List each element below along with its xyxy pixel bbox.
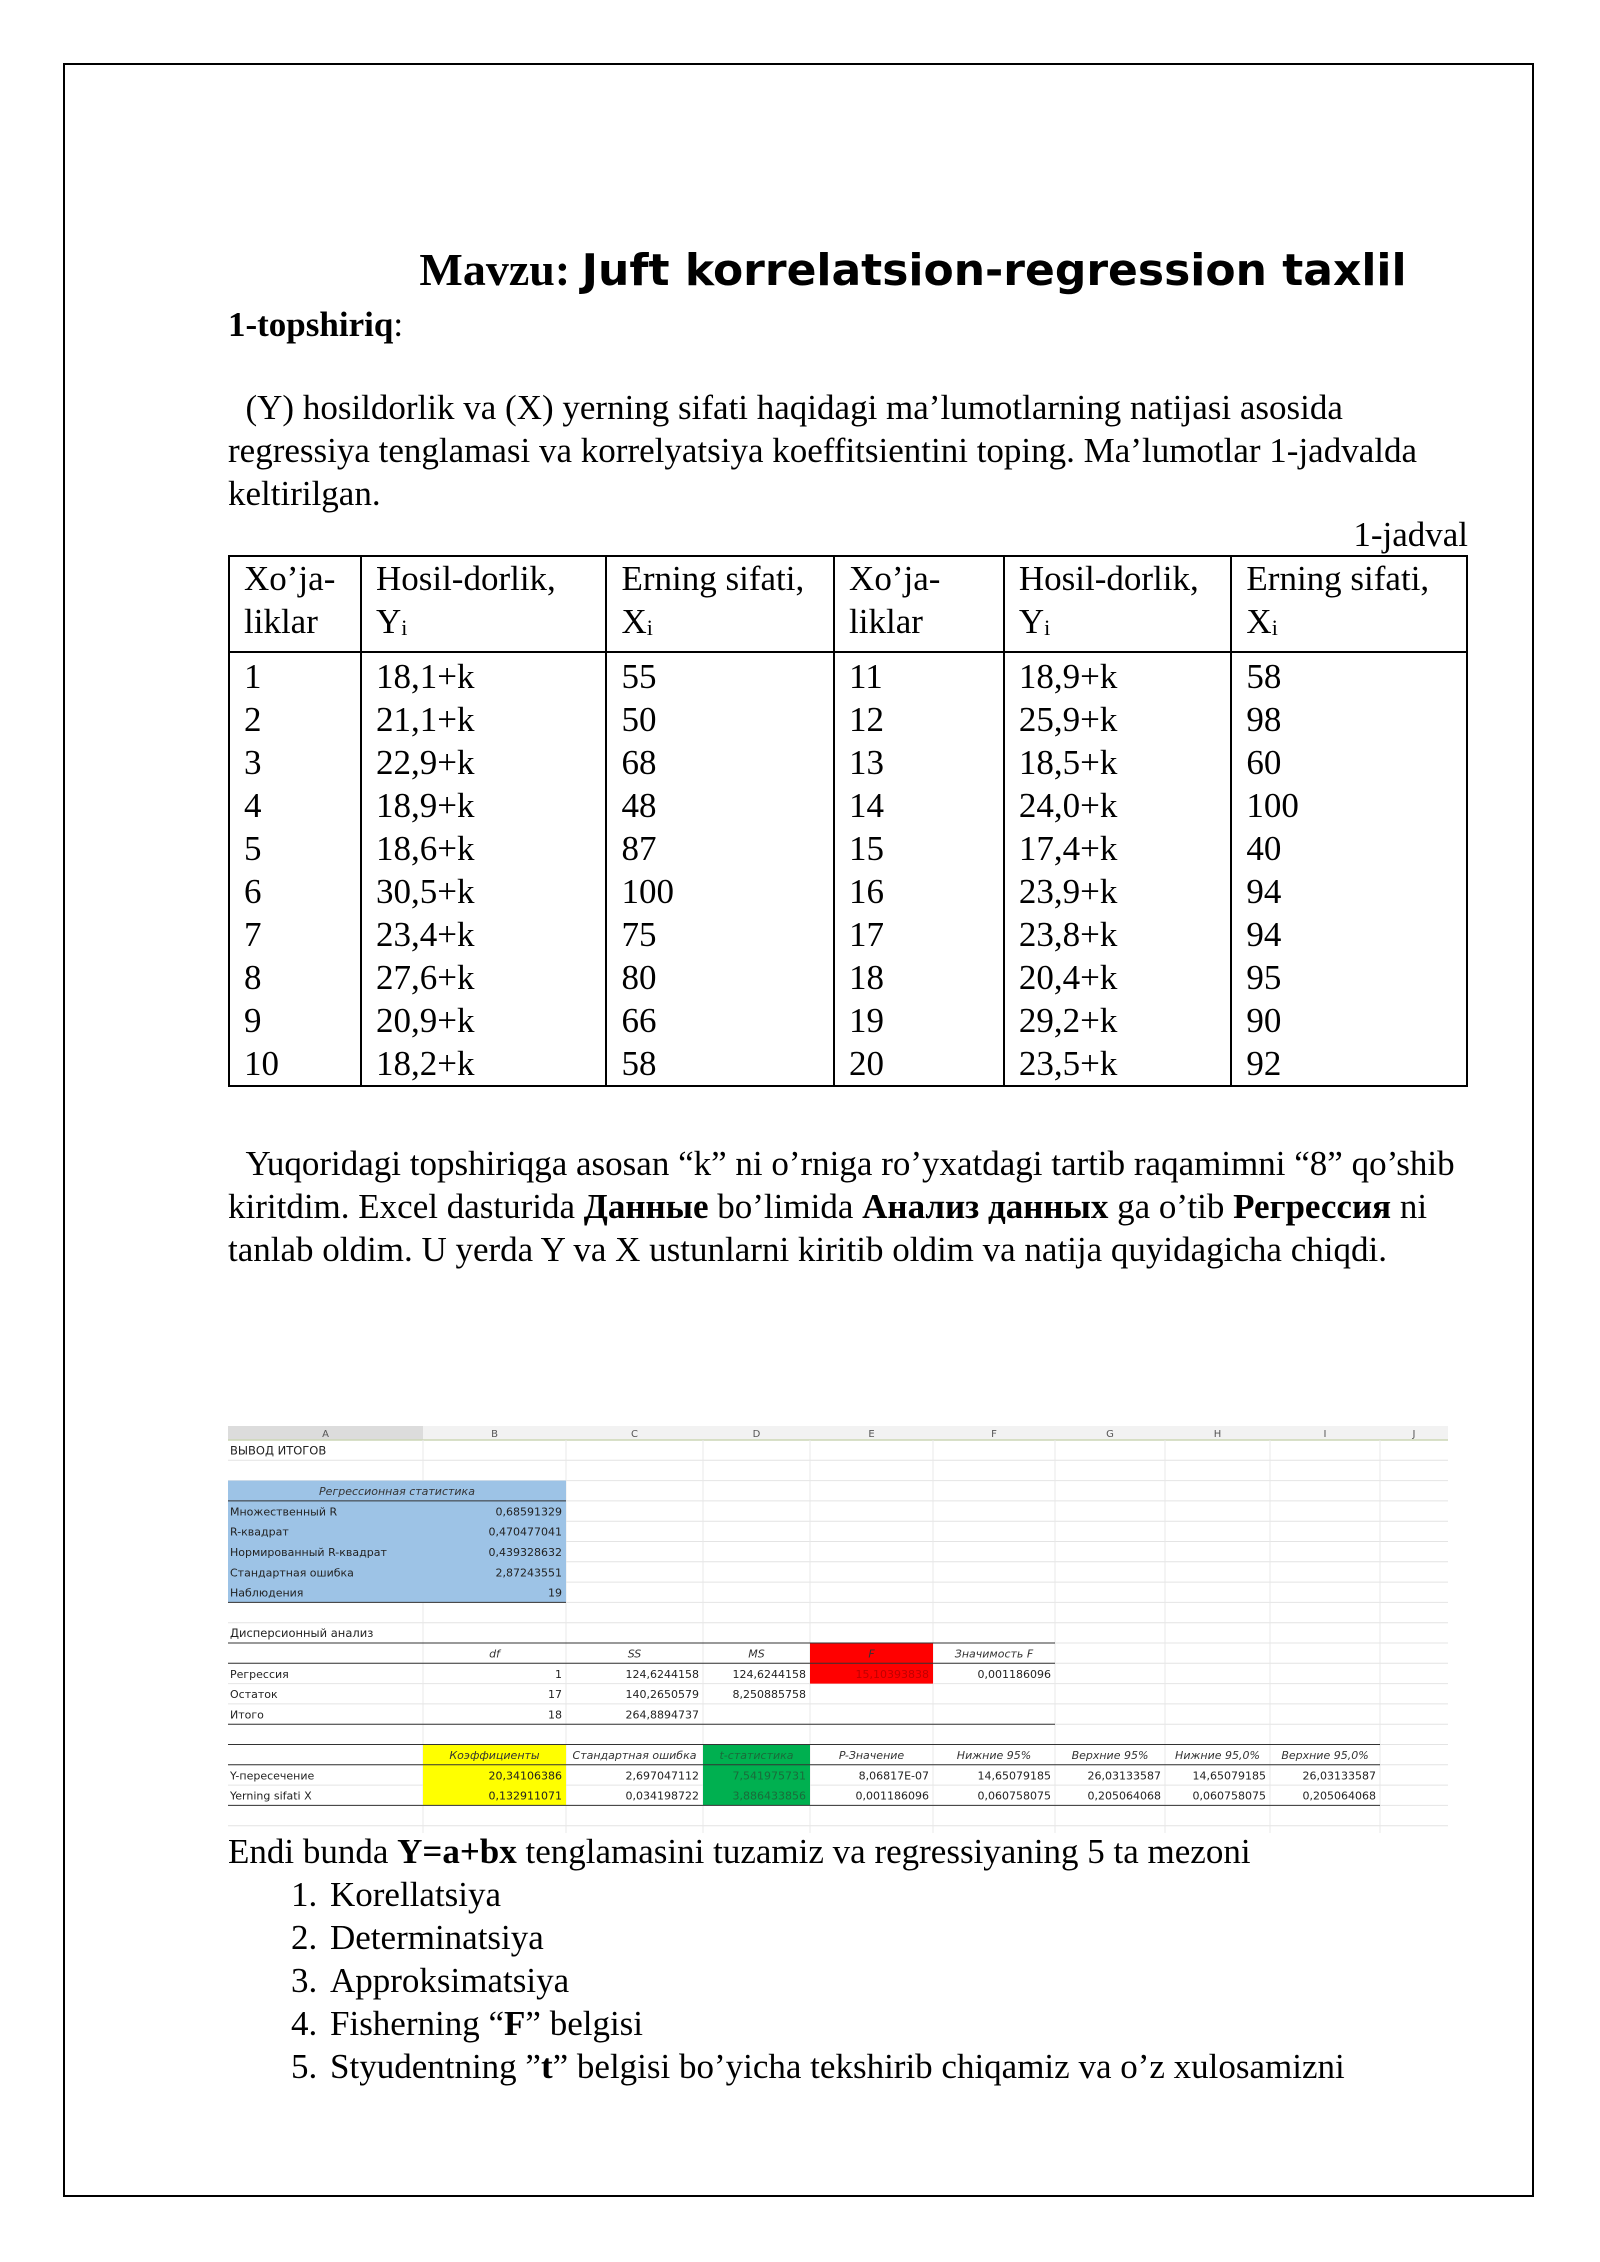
criteria-item [326,2045,1468,2088]
anova-value: 15,10393838 [855,1667,929,1681]
table-cell: 16 [834,870,1004,913]
coef-value: 14,65079185 [1192,1769,1266,1783]
coef-value: 0,205064068 [1087,1789,1161,1803]
table-cell: 14 [834,784,1004,827]
page-title [228,240,1468,301]
criteria-item [326,2002,1468,2045]
table-cell: 18 [834,956,1004,999]
reg-stat-value: 0,68591329 [495,1505,562,1519]
table-cell: 9 [229,999,361,1042]
column-header-letter: D [752,1429,761,1440]
table-cell: 20,9+k [361,999,607,1042]
header-text: Erning sifati, X [621,559,805,641]
coef-header: Верхние 95,0% [1281,1749,1369,1762]
coef-value: 26,03133587 [1087,1769,1161,1783]
reg-stat-label: Нормированный R-квадрат [230,1546,387,1559]
title-prefix: Mavzu: [419,244,571,295]
anova-header: Значимость F [954,1647,1034,1661]
table-cell: 25,9+k [1004,698,1232,741]
anova-title: Дисперсионный анализ [230,1626,374,1641]
reg-stat-value: 2,87243551 [495,1566,562,1580]
table-cell: 19 [834,999,1004,1042]
table-cell: 10 [229,1042,361,1086]
reg-stat-label: Стандартная ошибка [230,1566,354,1580]
table-row [229,1042,1467,1086]
coef-value: 0,001186096 [855,1789,929,1803]
header-text: Xo’ja-liklar [849,559,941,641]
coef-row-label: Y-пересечение [230,1769,315,1783]
coef-header: Коэффициенты [449,1749,540,1762]
reg-stat-value: 0,439328632 [488,1546,562,1559]
criteria-text: Korellatsiya [330,1875,502,1914]
coef-value: 20,34106386 [488,1769,562,1783]
criteria-text: Fisherning “ [330,2004,505,2043]
intro-text: (Y) hosildorlik va (X) yerning sifati haqidagi ma’lumotlarning natijasi asosida regressiya tenglamasi va korrelyatsiya koeffitsientini toping. Ma’lumotlar 1-jadvalda keltirilgan. [228,388,1418,513]
column-header-letter: B [491,1429,498,1440]
coef-value: 3,886433856 [732,1789,806,1803]
header-subscript: i [646,615,653,640]
table-cell: 50 [606,698,834,741]
method-bold-analysis: Анализ данных [862,1187,1109,1226]
table-row [229,652,1467,698]
table-cell: 100 [606,870,834,913]
anova-value: 18 [548,1708,562,1722]
table-cell: 40 [1231,827,1467,870]
column-header-letter: E [868,1429,875,1440]
column-header-letter: C [631,1429,638,1440]
anova-value: 0,001186096 [977,1667,1051,1681]
anova-row-label: Остаток [230,1688,278,1702]
table-cell: 90 [1231,999,1467,1042]
coef-header: Верхние 95% [1071,1749,1149,1762]
coef-value: 0,034198722 [625,1789,699,1803]
table-cell: 18,1+k [361,652,607,698]
table-cell: 23,4+k [361,913,607,956]
header-text: Hosil-dorlik, Y [375,559,556,641]
anova-row-label: Итого [230,1708,264,1722]
excel-regression-output [228,1418,1448,1833]
coef-row-label: Yerning sifati X [230,1789,312,1803]
table-cell: 30,5+k [361,870,607,913]
table-cell: 15 [834,827,1004,870]
table-cell: 60 [1231,741,1467,784]
header-subscript: i [1271,615,1278,640]
table-header-2 [361,556,607,652]
table-cell: 13 [834,741,1004,784]
table-cell: 29,2+k [1004,999,1232,1042]
table-cell: 80 [606,956,834,999]
equation-formula: Y=a+bx [397,1832,517,1871]
table-cell: 22,9+k [361,741,607,784]
table-cell: 21,1+k [361,698,607,741]
anova-value: 264,8894737 [625,1708,699,1722]
column-header-letter: H [1213,1429,1222,1440]
header-subscript: i [1044,615,1051,640]
table-cell: 20 [834,1042,1004,1086]
table-caption: 1-jadval [1353,515,1468,554]
header-text: Erning sifati, X [1246,559,1430,641]
coef-header: Нижние 95% [956,1749,1032,1762]
table-cell: 55 [606,652,834,698]
table-cell: 18,2+k [361,1042,607,1086]
table-cell: 68 [606,741,834,784]
excel-output-title: ВЫВОД ИТОГОВ [230,1443,327,1458]
table-header-1 [229,556,361,652]
anova-value: 124,6244158 [625,1667,699,1681]
method-text-4: ni tanlab oldim. U yerda Y va X ustunlarni kiritib oldim va natija quyidagicha chiqdi. [228,1187,1428,1269]
coef-value: 7,541975731 [732,1769,806,1783]
table-cell: 58 [1231,652,1467,698]
reg-stat-label: Наблюдения [230,1586,304,1600]
header-text: Hosil-dorlik, Y [1018,559,1199,641]
anova-value: 1 [555,1667,562,1681]
anova-value: 140,2650579 [625,1688,699,1702]
table-cell: 1 [229,652,361,698]
coef-value: 0,205064068 [1302,1789,1376,1803]
coef-header: P-Значение [838,1749,905,1762]
title-topic: Juft korrelatsion-regression taxlil [581,245,1407,296]
coef-header: Нижние 95,0% [1175,1749,1260,1762]
coef-value: 0,060758075 [977,1789,1051,1803]
table-cell: 17 [834,913,1004,956]
coef-header: Стандартная ошибка [572,1749,697,1762]
criteria-item [326,1959,1468,2002]
table-row [229,698,1467,741]
table-cell: 8 [229,956,361,999]
method-bold-regression: Регрессия [1233,1187,1392,1226]
anova-value: 124,6244158 [732,1667,806,1681]
table-cell: 17,4+k [1004,827,1232,870]
header-subscript: i [401,615,408,640]
table-cell: 95 [1231,956,1467,999]
criteria-text: ” belgisi bo’yicha tekshirib chiqamiz va o’z xulosamizni [552,2047,1345,2086]
table-header-5 [1004,556,1232,652]
column-header-letter: G [1106,1429,1114,1440]
table-cell: 98 [1231,698,1467,741]
table-cell: 18,9+k [361,784,607,827]
equation-text-2: tenglamasini tuzamiz va regressiyaning 5 ta mezoni [516,1832,1251,1871]
document-body [228,240,1468,1271]
table-cell: 58 [606,1042,834,1086]
equation-paragraph [228,1830,1468,1873]
coef-value: 0,060758075 [1192,1789,1266,1803]
table-cell: 23,5+k [1004,1042,1232,1086]
table-row [229,870,1467,913]
table-row [229,956,1467,999]
table-row [229,999,1467,1042]
task-suffix: : [393,305,404,344]
coef-value: 2,697047112 [625,1769,699,1783]
anova-header: SS [627,1647,642,1661]
task-label: 1-topshiriq [228,305,394,344]
table-header-row [229,556,1467,652]
data-table [228,555,1468,1087]
reg-stats-title: Регрессионная статистика [319,1485,475,1499]
table-cell: 3 [229,741,361,784]
header-text: Xo’ja-liklar [244,559,336,641]
table-cell: 11 [834,652,1004,698]
table-cell: 48 [606,784,834,827]
coef-value: 14,65079185 [977,1769,1051,1783]
table-row [229,784,1467,827]
criteria-text: ” belgisi [525,2004,644,2043]
table-cell: 2 [229,698,361,741]
table-row [229,741,1467,784]
table-cell: 5 [229,827,361,870]
table-header-4 [834,556,1004,652]
reg-stat-label: Множественный R [230,1505,338,1519]
column-header-letter: A [322,1429,329,1440]
table-cell: 27,6+k [361,956,607,999]
intro-paragraph [228,386,1468,515]
table-cell: 12 [834,698,1004,741]
method-paragraph [228,1142,1468,1271]
anova-header: F [868,1647,875,1661]
table-row [229,827,1467,870]
table-cell: 7 [229,913,361,956]
table-cell: 6 [229,870,361,913]
conclusion-section [228,1830,1468,2088]
table-cell: 92 [1231,1042,1467,1086]
table-cell: 75 [606,913,834,956]
criteria-symbol: F [504,2004,526,2043]
criteria-text: Approksimatsiya [330,1961,570,2000]
method-text-3: ga o’tib [1108,1187,1234,1226]
table-cell: 18,6+k [361,827,607,870]
column-header-letter: J [1412,1429,1416,1440]
anova-header: MS [748,1647,765,1661]
equation-text-1: Endi bunda [228,1832,398,1871]
table-cell: 18,9+k [1004,652,1232,698]
table-cell: 94 [1231,913,1467,956]
method-text-2: bo’limida [708,1187,863,1226]
coef-value: 26,03133587 [1302,1769,1376,1783]
coef-value: 0,132911071 [488,1789,562,1803]
excel-screenshot [228,1418,1448,1833]
table-cell: 23,8+k [1004,913,1232,956]
criteria-text: Determinatsiya [330,1918,544,1957]
reg-stat-value: 0,470477041 [488,1525,562,1539]
table-body [229,652,1467,1086]
task-heading [228,303,1468,346]
table-cell: 20,4+k [1004,956,1232,999]
reg-stat-value: 19 [548,1586,562,1600]
method-bold-data: Данные [583,1187,709,1226]
table-cell: 66 [606,999,834,1042]
column-header-letter: I [1323,1429,1327,1440]
anova-value: 8,250885758 [732,1688,806,1702]
criteria-list [228,1873,1468,2088]
table-cell: 18,5+k [1004,741,1232,784]
criteria-item [326,1916,1468,1959]
table-row [229,913,1467,956]
anova-header: df [489,1647,500,1661]
table-cell: 94 [1231,870,1467,913]
column-header-letter: F [991,1429,997,1440]
reg-stat-label: R-квадрат [230,1525,289,1539]
table-cell: 24,0+k [1004,784,1232,827]
anova-row-label: Регрессия [230,1667,289,1681]
table-header-6 [1231,556,1467,652]
coef-value: 8,06817E-07 [858,1769,929,1783]
table-cell: 4 [229,784,361,827]
table-cell: 87 [606,827,834,870]
table-header-3 [606,556,834,652]
reg-stats-highlight [228,1481,566,1603]
criteria-symbol: t [540,2047,553,2086]
coef-header: t-статистика [719,1749,794,1762]
table-cell: 100 [1231,784,1467,827]
method-text-1: Yuqoridagi topshiriqga asosan “k” ni o’rniga ro’yxatdagi tartib raqamimni “8” qo’shib kiritdim. Excel dasturida [228,1144,1455,1226]
criteria-item [326,1873,1468,1916]
table-cell: 23,9+k [1004,870,1232,913]
anova-value: 17 [548,1688,562,1702]
criteria-text: Styudentning ” [330,2047,541,2086]
